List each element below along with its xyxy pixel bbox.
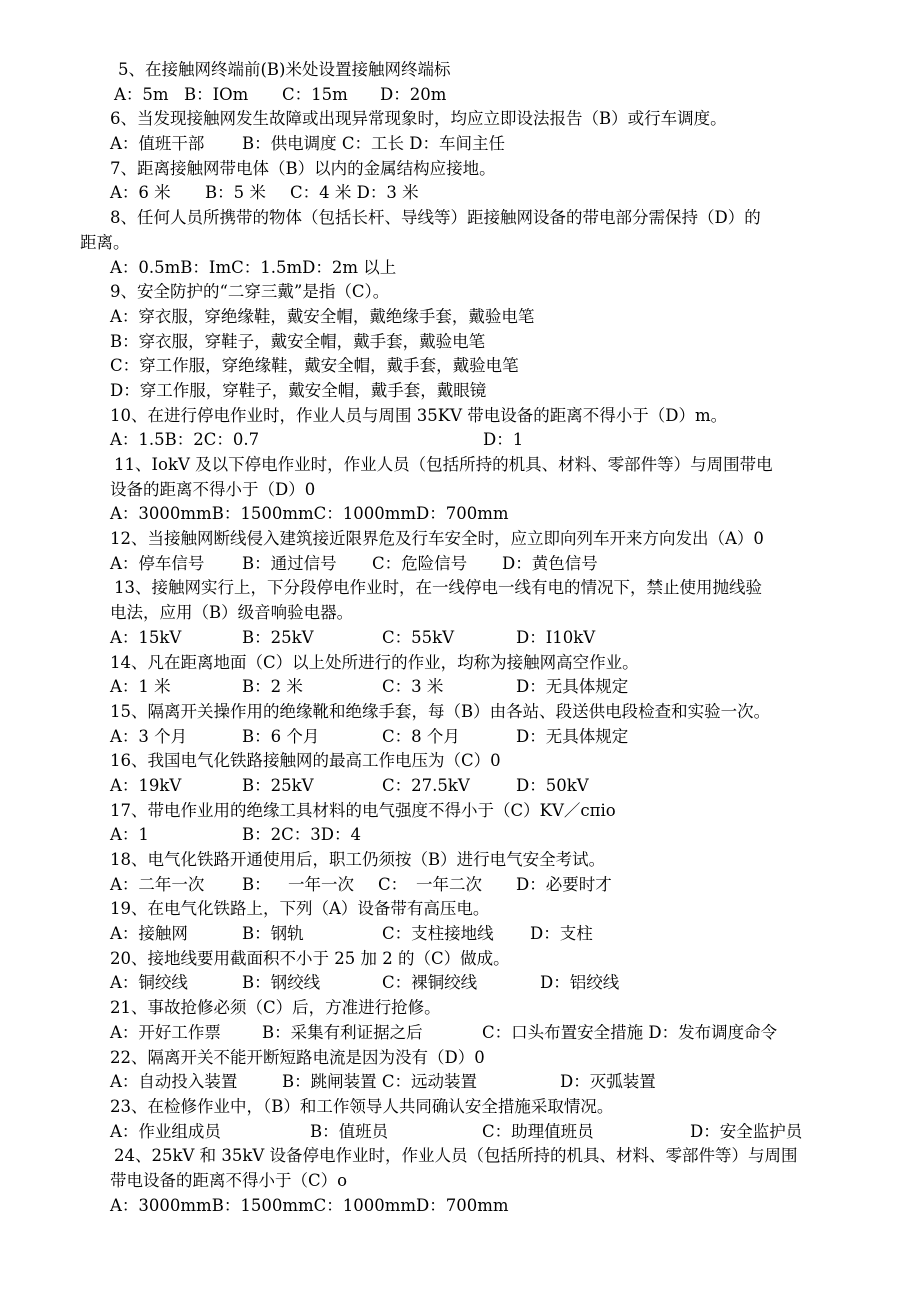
option-text: B：IOm	[184, 84, 249, 104]
option-text: B：25kV	[242, 775, 314, 795]
option-text: C：27.5kV	[382, 775, 470, 795]
text-line: 电法，应用（B）级音响验电器。	[110, 603, 354, 623]
answer-options	[110, 428, 860, 453]
answer-options	[110, 256, 860, 281]
option-text: B：	[242, 874, 271, 894]
answer-options	[110, 922, 860, 947]
question-text: 10、在进行停电作业时，作业人员与周围 35KV 带电设备的距离不得小于（D）m。	[110, 405, 728, 425]
option-text: C：口头布置安全措施 D：发布调度命令	[482, 1022, 778, 1042]
answer-options	[110, 626, 860, 651]
question-text: 13、接触网实行上，下分段停电作业时，在一线停电一线有电的情况下，禁止使用抛线验	[114, 578, 762, 598]
option-text: B：5 米	[205, 183, 266, 203]
option-text: A：1 米	[110, 677, 171, 697]
question-text: 17、带电作业用的绝缘工具材料的电气强度不得小于（C）KV／cπio	[110, 800, 616, 820]
option-text: C：危险信号	[372, 553, 468, 573]
question-text: 19、在电气化铁路上，下列（A）设备带有高压电。	[110, 899, 490, 919]
answer-options	[110, 502, 860, 527]
option-text: B：2 米	[242, 677, 303, 697]
option-text: B：6 个月	[242, 726, 320, 746]
option-text: B：供电调度 C：工长 D：车间主任	[242, 134, 505, 154]
answer-options	[110, 873, 860, 898]
option-text: D：50kV	[516, 775, 589, 795]
option-text: C：55kV	[382, 627, 455, 647]
question-text: 18、电气化铁路开通使用后，职工仍须按（B）进行电气安全考试。	[110, 850, 606, 869]
answer-options	[110, 132, 860, 157]
option-text: D：20m	[380, 84, 447, 104]
option-text: B：25kV	[242, 627, 314, 647]
option-text: A：自动投入装置	[110, 1072, 238, 1092]
option-text: 一年二次	[416, 874, 482, 894]
option-text: C：	[378, 874, 408, 894]
option-text: D：铝绞线	[540, 973, 620, 993]
question-text: 16、我国电气化铁路接触网的最高工作电压为（C）0	[110, 751, 501, 771]
option-text: B：采集有利证据之后	[262, 1022, 423, 1042]
option-text: B：钢绞线	[242, 973, 321, 993]
option-text: C：支柱接地线	[382, 924, 494, 944]
option-text: B：通过信号	[242, 553, 337, 573]
question-text: 15、隔离开关操作用的绝缘靴和绝缘手套，每（B）由各站、段送供电段检查和实验一次。	[110, 701, 771, 721]
question-text: 12、当接触网断线侵入建筑接近限界危及行车安全时，应立即向列车开来方向发出（A）0	[110, 529, 764, 549]
option-text: D：支柱	[530, 924, 593, 944]
option-text: A：3 个月	[110, 726, 188, 746]
answer-options	[110, 1070, 860, 1095]
answer-options	[110, 1194, 860, 1219]
question-text: 24、25kV 和 35kV 设备停电作业时，作业人员（包括所持的机具、材料、零部件等）与周围	[114, 1146, 798, 1166]
option-text: D：灭弧装置	[560, 1072, 656, 1092]
answer-options	[110, 675, 860, 700]
option-text: A：15kV	[110, 627, 182, 647]
answer-options	[110, 1120, 860, 1145]
option-text: C：3 米	[382, 677, 444, 697]
question-text: 6、当发现接触网发生故障或出现异常现象时，均应立即设法报告（B）或行车调度。	[110, 109, 727, 129]
answer-options	[110, 552, 860, 577]
option-text: A：开好工作票	[110, 1022, 221, 1042]
option-text: D：无具体规定	[516, 677, 629, 697]
answer-options	[110, 354, 860, 379]
option-text: A：穿衣服，穿绝缘鞋，戴安全帽，戴绝缘手套，戴验电笔	[110, 306, 535, 326]
option-text: B：跳闸装置 C：远动装置	[282, 1072, 477, 1092]
option-text: A：6 米	[110, 183, 171, 203]
question-text: 5、在接触网终端前(B)米处设置接触网终端标	[118, 60, 451, 79]
question-text: 23、在检修作业中，（B）和工作领导人共同确认安全措施采取情况。	[110, 1096, 614, 1116]
option-text: A：5m	[114, 84, 169, 104]
option-text: A：作业组成员	[110, 1121, 221, 1141]
question-text: 21、事故抢修必须（C）后，方准进行抢修。	[110, 998, 441, 1018]
option-text: A：3000mmB：1500mmC：1000mmD：700mm	[110, 1195, 509, 1215]
option-text: C：8 个月	[382, 726, 460, 746]
question-text: 20、接地线要用截面积不小于 25 加 2 的（C）做成。	[110, 948, 510, 968]
option-text: A：1	[110, 825, 149, 845]
option-text: 一年一次	[288, 874, 354, 894]
option-text: D：无具体规定	[516, 726, 629, 746]
option-text: A：值班干部	[110, 134, 205, 154]
option-text: D：安全监护员	[690, 1121, 803, 1141]
question-text: 14、凡在距离地面（C）以上处所进行的作业，均称为接触网高空作业。	[110, 652, 639, 672]
option-text: D：I10kV	[516, 627, 596, 647]
option-text: A：停车信号	[110, 553, 205, 573]
option-text: A：接触网	[110, 924, 188, 944]
option-text: C：15m	[282, 84, 348, 104]
option-text: C：裸铜绞线	[382, 973, 478, 993]
answer-options	[110, 725, 860, 750]
text-line: 带电设备的距离不得小于（C）o	[110, 1170, 348, 1190]
answer-options	[114, 83, 860, 108]
option-text: C：助理值班员	[482, 1121, 594, 1141]
option-text: B：值班员	[310, 1121, 389, 1141]
question-text: 7、距离接触网带电体（B）以内的金属结构应接地。	[110, 158, 496, 178]
option-text: A：二年一次	[110, 874, 205, 894]
option-text: D：必要时才	[516, 874, 612, 894]
text-line: 距离。	[80, 232, 130, 252]
option-text: A：1.5B：2C：0.7	[110, 430, 260, 450]
option-text: A：0.5mB：ImC：1.5mD：2m 以上	[110, 257, 397, 277]
answer-options	[110, 330, 860, 355]
answer-options	[110, 971, 860, 996]
option-text: C：4 米 D：3 米	[290, 183, 419, 203]
option-text: A：铜绞线	[110, 973, 188, 993]
answer-options	[110, 305, 860, 330]
option-text: B：2C：3D：4	[242, 825, 361, 845]
text-line: 设备的距离不得小于（D）0	[110, 479, 316, 499]
option-text: D：1	[483, 430, 524, 450]
option-text: D：穿工作服，穿鞋子，戴安全帽，戴手套，戴眼镜	[110, 380, 487, 400]
answer-options	[110, 823, 860, 848]
question-text: 8、任何人员所携带的物体（包括长杆、导线等）距接触网设备的带电部分需保持（D）的	[110, 208, 761, 228]
option-text: B：钢轨	[242, 924, 304, 944]
answer-options	[110, 774, 860, 799]
option-text: A：3000mmB：1500mmC：1000mmD：700mm	[110, 504, 509, 524]
option-text: C：穿工作服，穿绝缘鞋，戴安全帽，戴手套，戴验电笔	[110, 356, 519, 376]
option-text: D：黄色信号	[502, 553, 598, 573]
answer-options	[110, 379, 860, 404]
option-text: B：穿衣服，穿鞋子，戴安全帽，戴手套，戴验电笔	[110, 331, 486, 351]
question-text: 11、IokV 及以下停电作业时，作业人员（包括所持的机具、材料、零部件等）与周围带电	[114, 455, 773, 474]
question-text: 9、安全防护的“二穿三戴”是指（C）。	[110, 282, 390, 302]
answer-options	[110, 181, 860, 206]
question-text: 22、隔离开关不能开断短路电流是因为没有（D）0	[110, 1047, 485, 1067]
answer-options	[110, 1021, 860, 1046]
option-text: A：19kV	[110, 775, 182, 795]
